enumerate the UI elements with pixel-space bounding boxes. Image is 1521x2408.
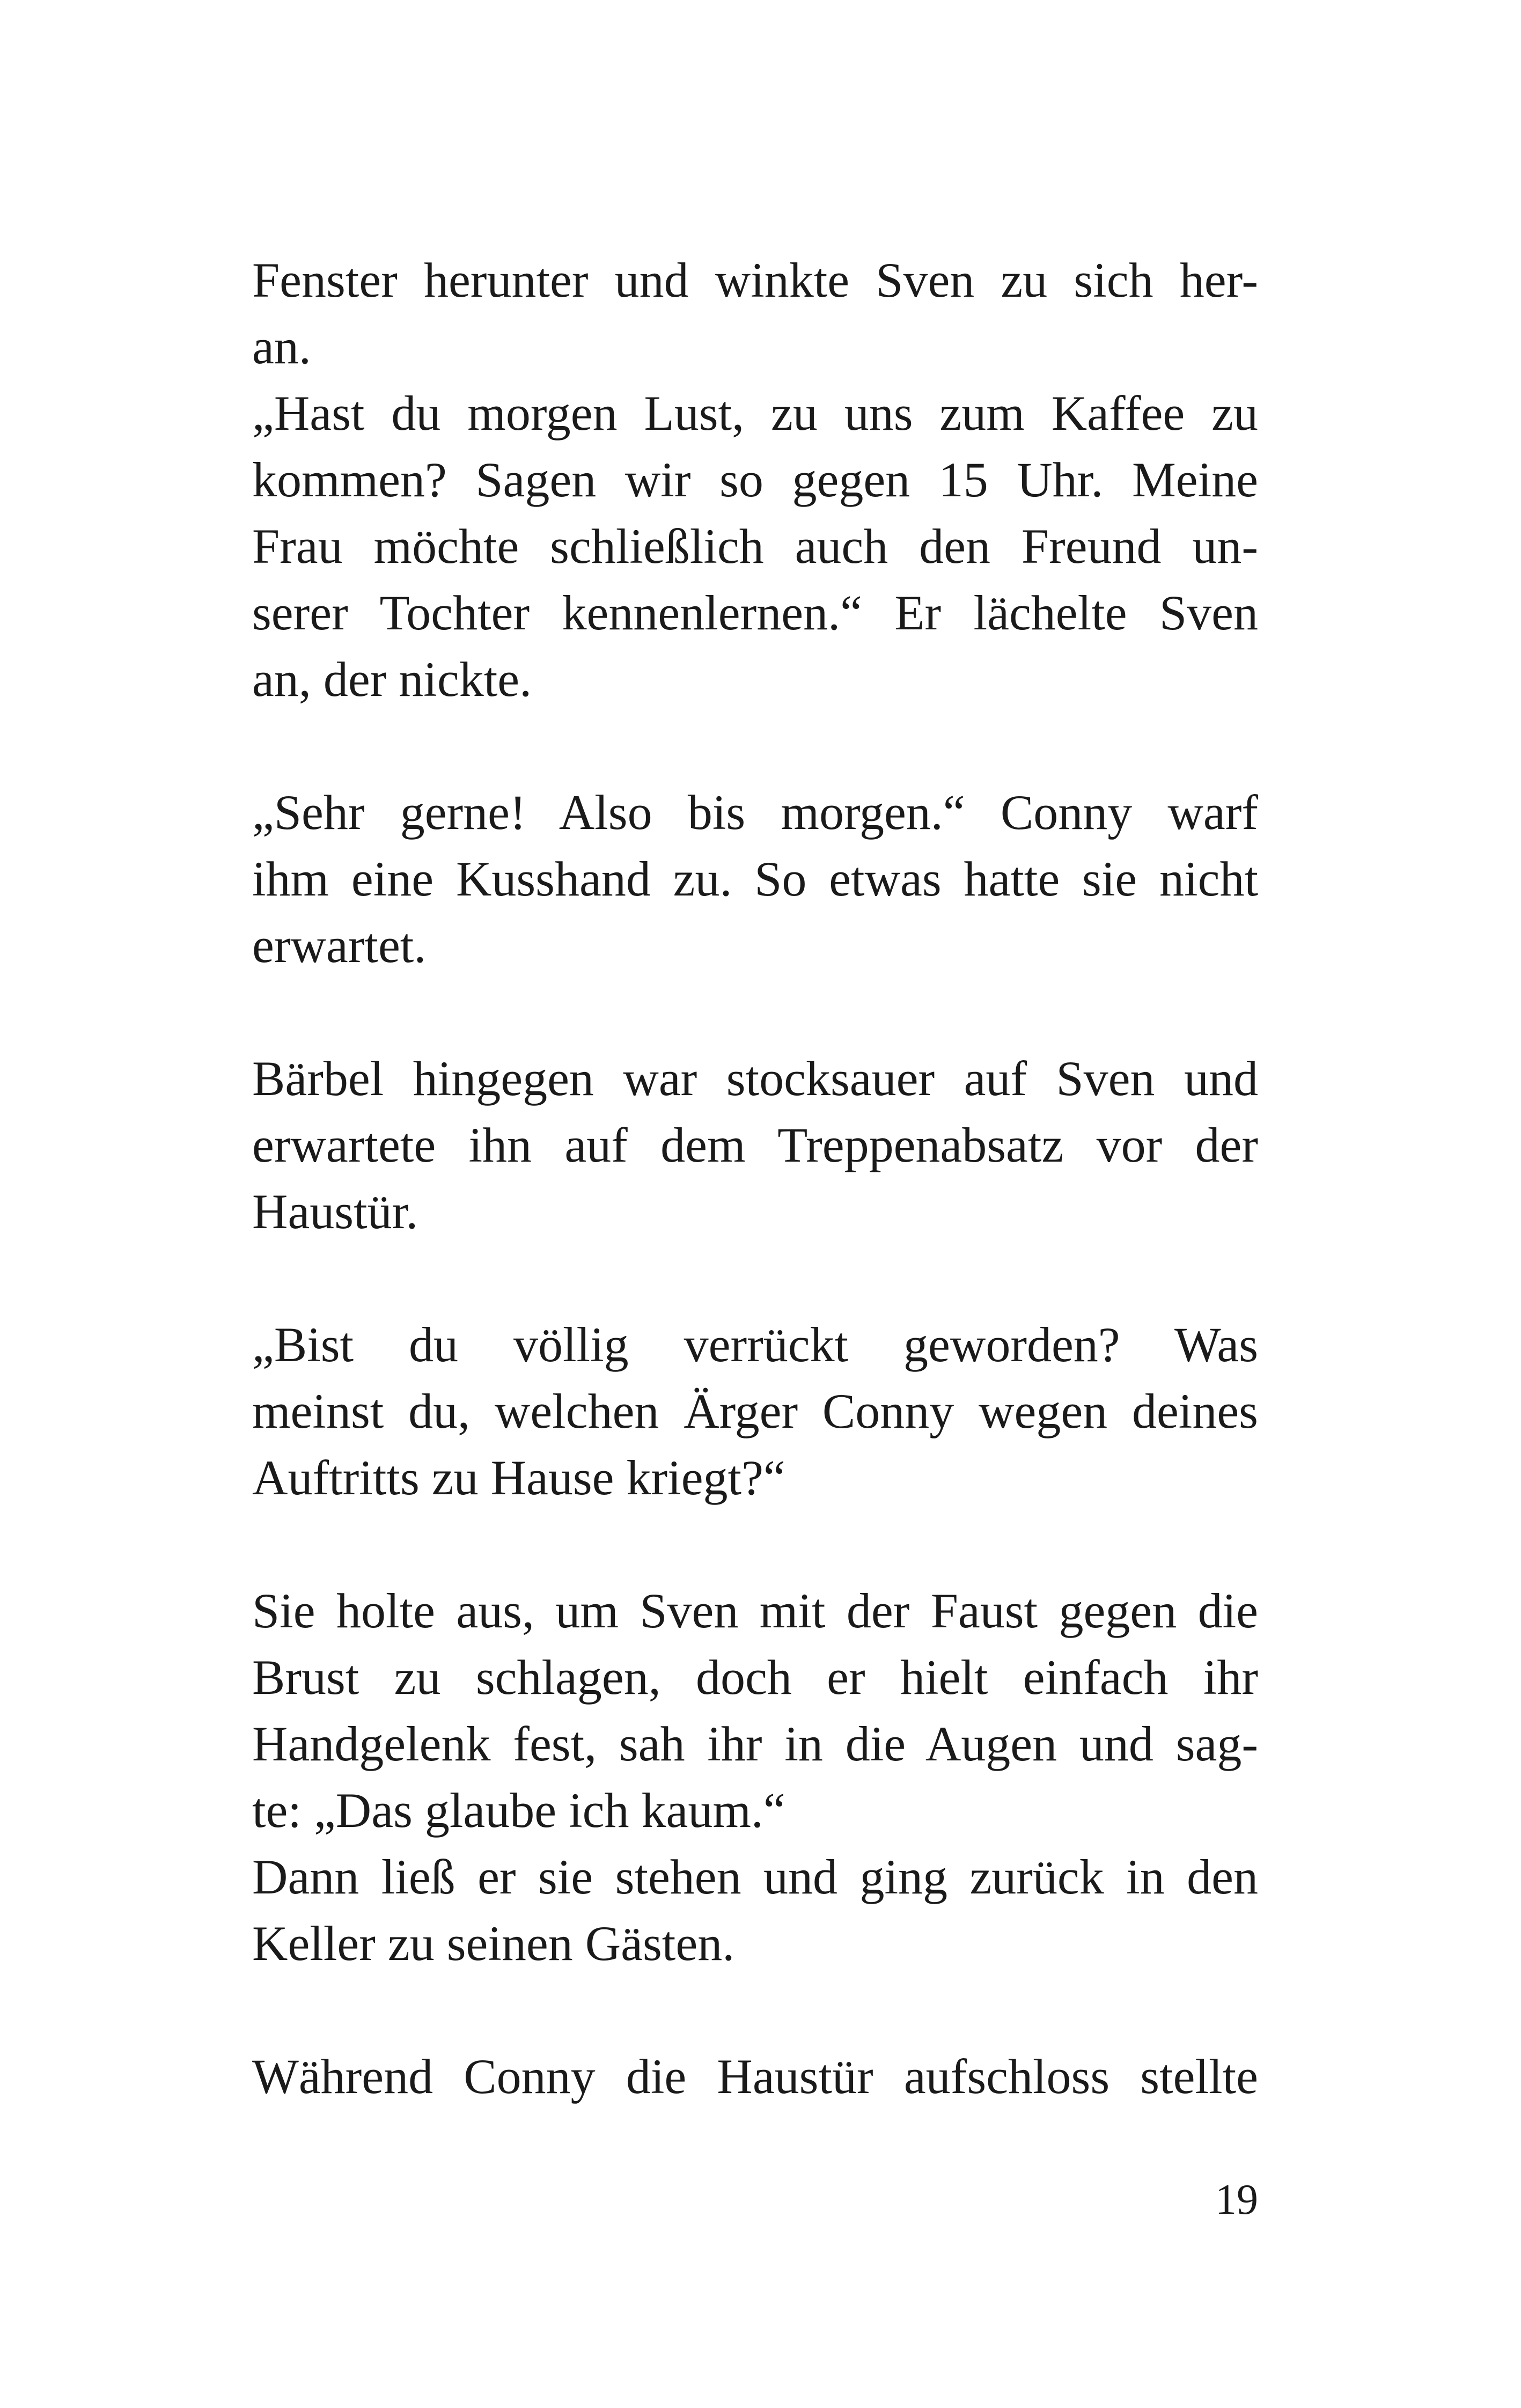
paragraph-gap: [252, 979, 1258, 1045]
text-line: Auftritts zu Hause kriegt?“: [252, 1450, 785, 1505]
text-line: Bärbel hingegen war stocksauer auf Sven und: [252, 1051, 1258, 1106]
text-line: ihm eine Kusshand zu. So etwas hatte sie nicht: [252, 851, 1258, 906]
text-line: an.: [252, 319, 311, 374]
text-line: Handgelenk fest, sah ihr in die Augen und sag-: [252, 1716, 1258, 1771]
text-line: Sie holte aus, um Sven mit der Faust gegen die: [252, 1583, 1258, 1638]
text-line: „Hast du morgen Lust, zu uns zum Kaffee zu: [252, 386, 1258, 441]
text-line: an, der nickte.: [252, 652, 532, 707]
paragraph-gap: [252, 1511, 1258, 1577]
paragraph-gap: [252, 1245, 1258, 1311]
text-line: Dann ließ er sie stehen und ging zurück in den: [252, 1849, 1258, 1904]
text-line: meinst du, welchen Ärger Conny wegen deines: [252, 1384, 1258, 1438]
paragraph-gap: [252, 713, 1258, 779]
text-line: erwartete ihn auf dem Treppenabsatz vor der: [252, 1118, 1258, 1172]
text-line: Während Conny die Haustür aufschloss stellte: [252, 2049, 1258, 2104]
text-line: „Sehr gerne! Also bis morgen.“ Conny warf: [252, 785, 1258, 840]
page-number: 19: [1215, 2176, 1258, 2223]
text-line: kommen? Sagen wir so gegen 15 Uhr. Meine: [252, 452, 1258, 507]
text-line: Keller zu seinen Gästen.: [252, 1916, 735, 1971]
text-line: serer Tochter kennenlernen.“ Er lächelte Sven: [252, 585, 1258, 640]
text-line: „Bist du völlig verrückt geworden? Was: [252, 1317, 1258, 1372]
paragraph-gap: [252, 1977, 1258, 2043]
text-line: te: „Das glaube ich kaum.“: [252, 1783, 785, 1838]
text-line: erwartet.: [252, 918, 427, 973]
body-text: [252, 247, 1258, 2110]
text-line: Fenster herunter und winkte Sven zu sich her-: [252, 253, 1258, 307]
text-line: Haustür.: [252, 1184, 418, 1239]
text-line: Frau möchte schließlich auch den Freund un-: [252, 519, 1258, 574]
text-line: Brust zu schlagen, doch er hielt einfach ihr: [252, 1650, 1258, 1705]
